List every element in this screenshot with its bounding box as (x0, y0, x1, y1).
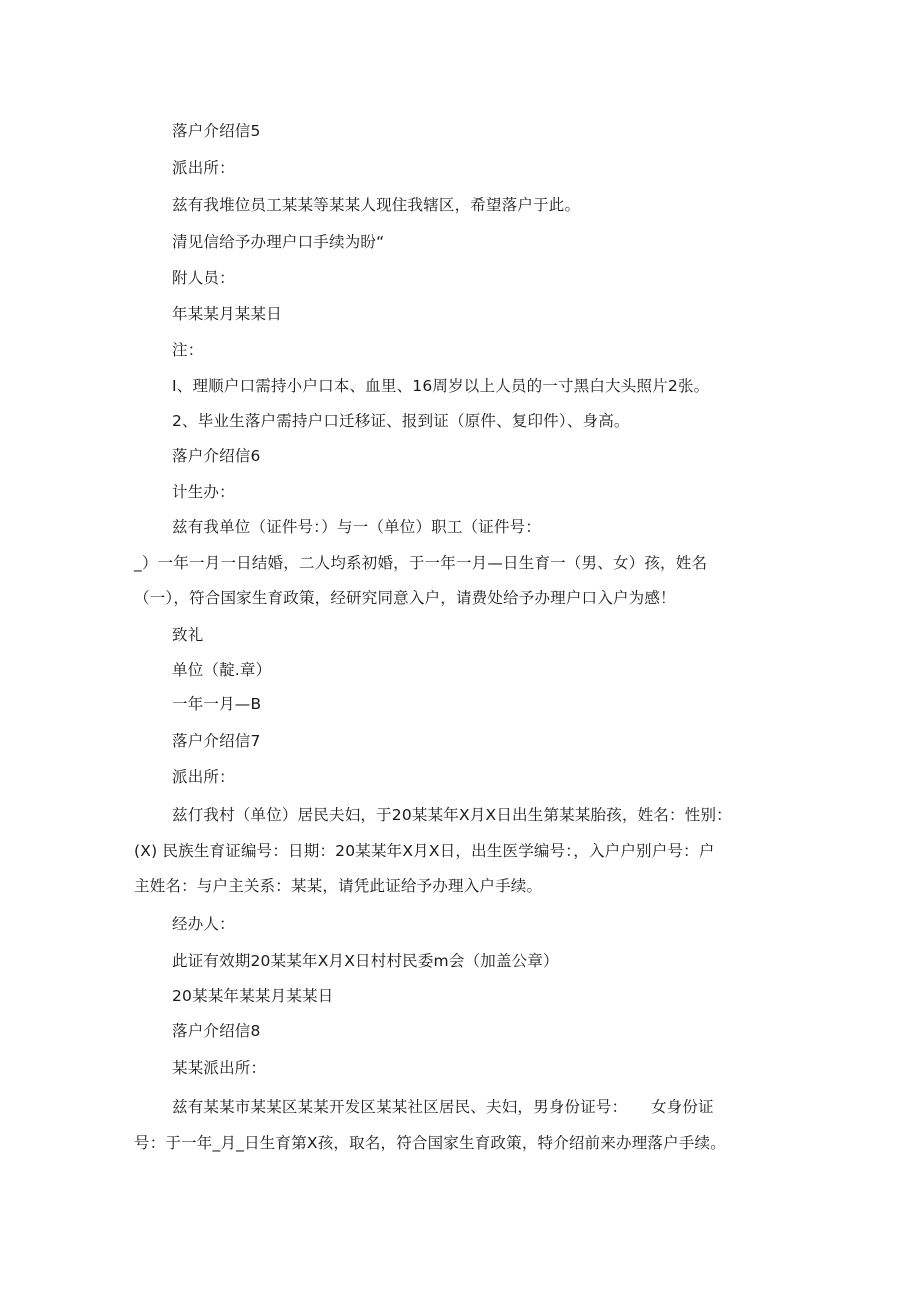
heading-letter-8: 落户介绍信8 (172, 1022, 261, 1040)
body-line: 号：于一年_月_日生育第X孩，取名，符合国家生育政策，特介绍前来办理落户手续。 (134, 1134, 726, 1152)
heading-letter-5: 落户介绍信5 (172, 122, 261, 140)
body-line: 兹仃我村（单位）居民夫妇，于20某某年X月X日出生第某某胎孩，姓名：性别： (172, 806, 732, 824)
note-label: 注： (172, 341, 204, 359)
addressee-line: 派出所： (172, 159, 235, 177)
heading-letter-7: 落户介绍信7 (172, 732, 261, 750)
body-line: 清见信给予办理户口手续为盼“ (172, 233, 385, 251)
date-line: 年某某月某某日 (172, 305, 282, 323)
body-line: 附人员： (172, 269, 235, 287)
body-line: 兹有我单位（证件号：）与一（单位）职工（证件号： (172, 518, 542, 536)
addressee-line: 计生办： (172, 483, 235, 501)
body-line: 主姓名：与户主关系：某某，请凭此证给予办理入户手续。 (134, 877, 543, 895)
body-line: （一），符合国家生育政策，经研究同意入户，请费处给予办理户口入户为感！ (134, 589, 676, 607)
date-line: 20某某年某某月某某日 (172, 987, 334, 1005)
note-item: 2、毕业生落户需持户口迁移证、报到证（原件、复印件）、身高。 (172, 412, 630, 430)
body-line: 兹有我堆位员工某某等某某人现住我辖区，希望落户于此。 (172, 196, 581, 214)
body-line: 兹有某某市某某区某某开发区某某社区居民、夫妇，男身份证号： 女身份证 (172, 1098, 714, 1116)
note-item: I、理顺户口需持小户口本、血里、16周岁以上人员的一寸黑白大头照片2张。 (172, 377, 710, 395)
heading-letter-6: 落户介绍信6 (172, 447, 261, 465)
date-line: 一年一月—B (172, 695, 262, 713)
body-line: _）一年一月一日结婚，二人均系初婚，于一年一月—日生育一（男、女）孩，姓名 (134, 554, 708, 572)
closing-line: 致礼 (172, 626, 204, 644)
signature-line: 经办人： (172, 915, 235, 933)
body-line: 此证有效期20某某年X月X日村村民委m会（加盖公章） (172, 952, 559, 970)
addressee-line: 某某派出所： (172, 1059, 267, 1077)
addressee-line: 派出所： (172, 768, 235, 786)
signature-line: 单位（靛.章） (172, 661, 272, 679)
body-line: (X) 民族生育证编号：日期：20某某年X月X日，出生医学编号：，入户户别户号：户 (134, 842, 715, 860)
